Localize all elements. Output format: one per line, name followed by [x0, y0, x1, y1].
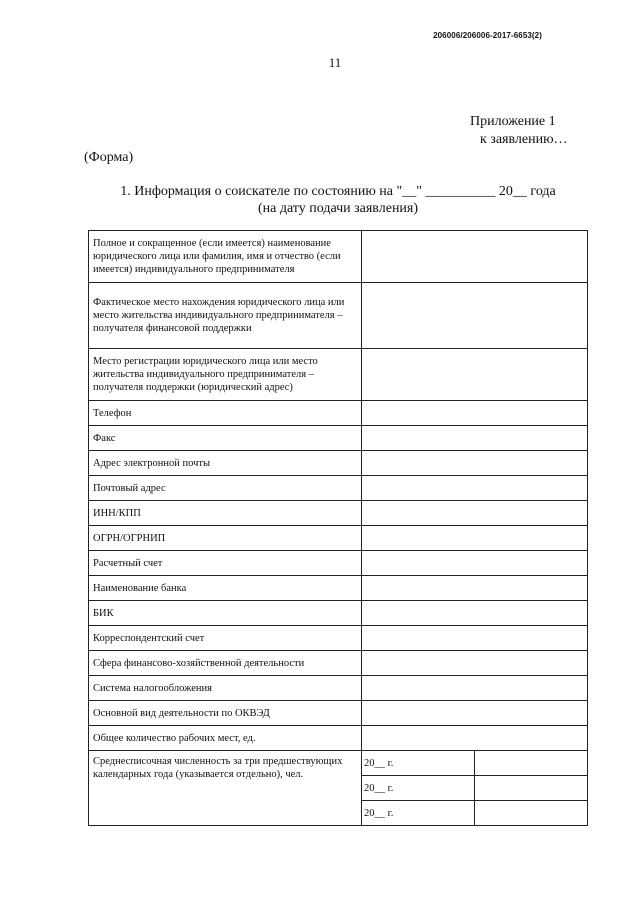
table-row	[89, 676, 588, 701]
heading-line-1: 1. Информация о соискателе по состоянию на "__" __________ 20__ года	[120, 184, 556, 199]
value-cell-legal-address[interactable]	[362, 349, 588, 401]
year-label-2: 20__ г.	[362, 776, 475, 801]
row-label-bank-name: Наименование банка	[89, 576, 362, 601]
row-label-email: Адрес электронной почты	[89, 451, 362, 476]
year-label-3: 20__ г.	[362, 801, 475, 826]
form-label: (Форма)	[84, 150, 134, 165]
document-id: 206006/206006-2017-6653(2)	[433, 31, 542, 40]
value-cell-inn-kpp[interactable]	[362, 501, 588, 526]
row-label-okved: Основной вид деятельности по ОКВЭД	[89, 701, 362, 726]
row-label-average-headcount: Среднесписочная численность за три предшествующих календарных года (указывается отдельно), чел.	[89, 751, 362, 826]
table-row	[89, 601, 588, 626]
row-label-bik: БИК	[89, 601, 362, 626]
row-label-business-sphere: Сфера финансово-хозяйственной деятельности	[89, 651, 362, 676]
appendix-line-2: к заявлению…	[480, 132, 568, 147]
value-cell-jobs-total[interactable]	[362, 726, 588, 751]
row-label-actual-address: Фактическое место нахождения юридического лица или место жительства индивидуального предпринимателя – получателя финансовой поддержки	[89, 283, 362, 349]
table-row	[89, 526, 588, 551]
appendix-note	[470, 113, 568, 149]
row-label-jobs-total: Общее количество рабочих мест, ед.	[89, 726, 362, 751]
table-row	[89, 576, 588, 601]
table-row	[89, 401, 588, 426]
table-row	[89, 476, 588, 501]
table-row	[89, 426, 588, 451]
table-row	[89, 751, 588, 776]
value-cell-headcount-year-3[interactable]	[475, 801, 588, 826]
row-label-tax-system: Система налогообложения	[89, 676, 362, 701]
value-cell-bank-name[interactable]	[362, 576, 588, 601]
row-label-settlement-account: Расчетный счет	[89, 551, 362, 576]
row-label-fax: Факс	[89, 426, 362, 451]
heading-line-2: (на дату подачи заявления)	[257, 201, 419, 216]
value-cell-email[interactable]	[362, 451, 588, 476]
value-cell-actual-address[interactable]	[362, 283, 588, 349]
value-cell-headcount-year-2[interactable]	[475, 776, 588, 801]
year-label-1: 20__ г.	[362, 751, 475, 776]
page-number: 11	[328, 55, 342, 70]
table-row	[89, 231, 588, 283]
table-row	[89, 626, 588, 651]
row-label-inn-kpp: ИНН/КПП	[89, 501, 362, 526]
applicant-info-table	[88, 230, 588, 826]
value-cell-fax[interactable]	[362, 426, 588, 451]
row-label-legal-address: Место регистрации юридического лица или место жительства индивидуального предпринимателя – получателя поддержки (юридический адрес)	[89, 349, 362, 401]
value-cell-headcount-year-1[interactable]	[475, 751, 588, 776]
section-heading	[88, 183, 588, 217]
row-label-ogrn: ОГРН/ОГРНИП	[89, 526, 362, 551]
table-row	[89, 651, 588, 676]
row-label-postal-address: Почтовый адрес	[89, 476, 362, 501]
value-cell-postal-address[interactable]	[362, 476, 588, 501]
value-cell-tax-system[interactable]	[362, 676, 588, 701]
value-cell-ogrn[interactable]	[362, 526, 588, 551]
table-row	[89, 283, 588, 349]
value-cell-bik[interactable]	[362, 601, 588, 626]
value-cell-okved[interactable]	[362, 701, 588, 726]
table-row	[89, 701, 588, 726]
value-cell-correspondent-account[interactable]	[362, 626, 588, 651]
table-row	[89, 501, 588, 526]
row-label-correspondent-account: Корреспондентский счет	[89, 626, 362, 651]
table-row	[89, 451, 588, 476]
value-cell-phone[interactable]	[362, 401, 588, 426]
value-cell-business-sphere[interactable]	[362, 651, 588, 676]
table-row	[89, 551, 588, 576]
appendix-line-1: Приложение 1	[470, 114, 556, 129]
row-label-phone: Телефон	[89, 401, 362, 426]
row-label-full-name: Полное и сокращенное (если имеется) наименование юридического лица или фамилия, имя и отчество (если имеется) индивидуального предпринимателя	[89, 231, 362, 283]
table-row	[89, 349, 588, 401]
value-cell-settlement-account[interactable]	[362, 551, 588, 576]
table-row	[89, 726, 588, 751]
value-cell-full-name[interactable]	[362, 231, 588, 283]
